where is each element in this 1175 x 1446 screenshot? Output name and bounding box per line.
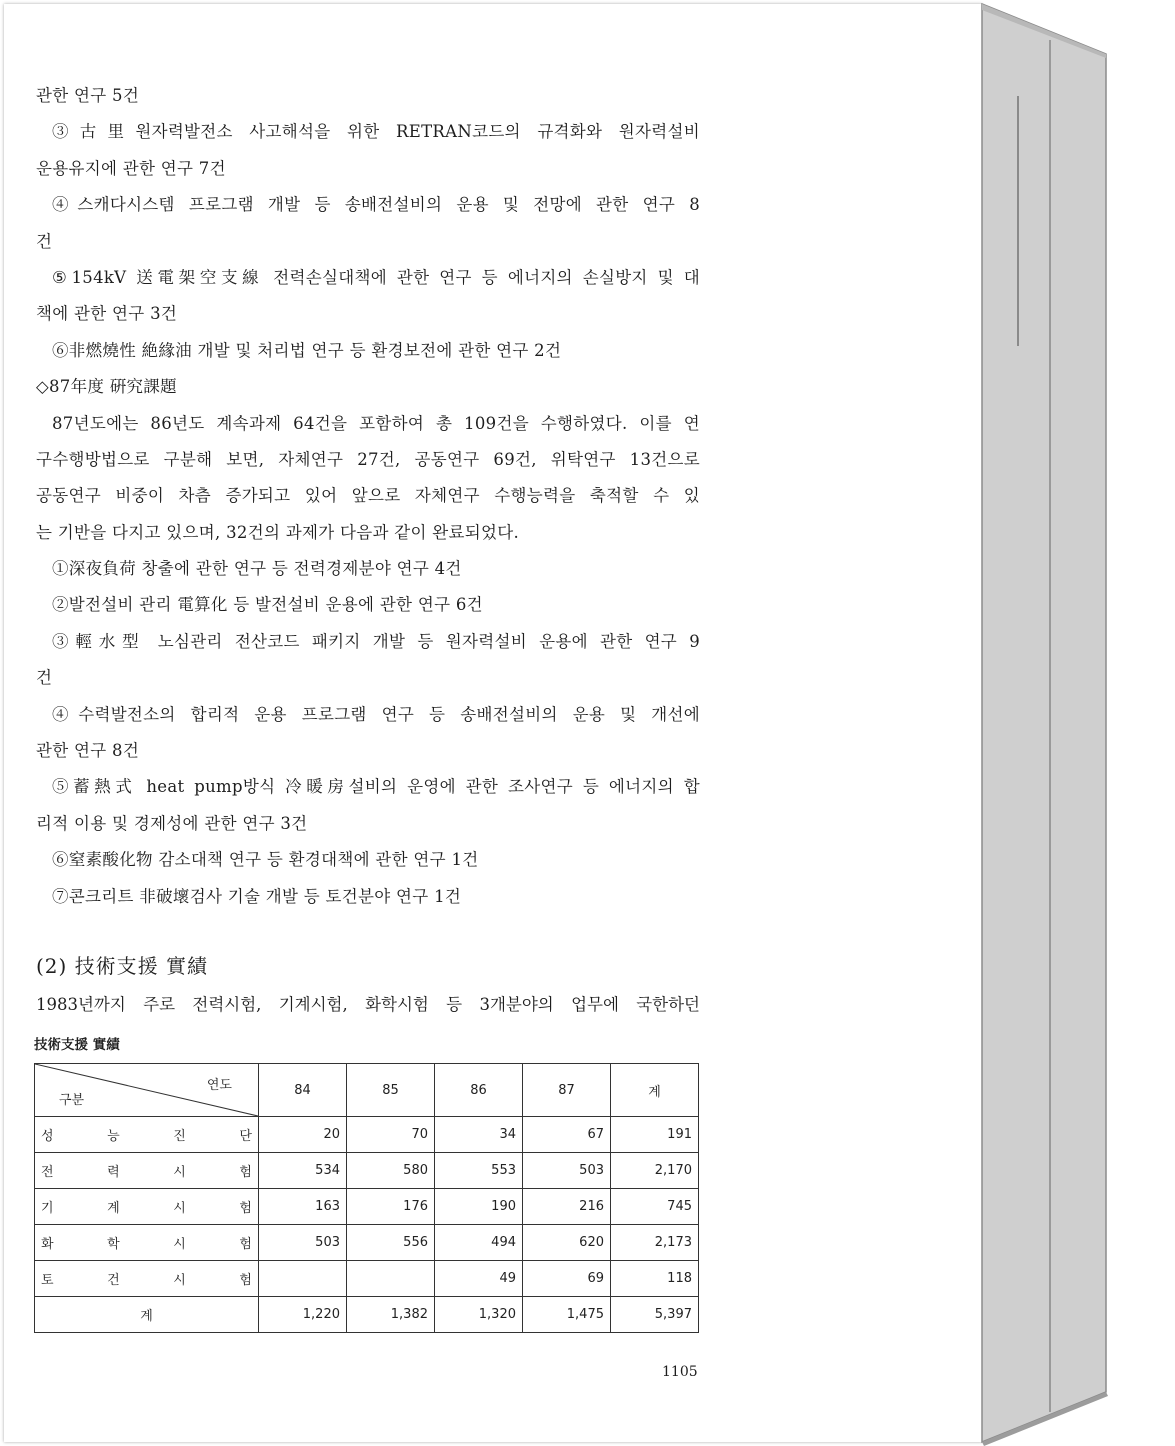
row-label-char: 력 [107,1165,120,1180]
table-cell: 534 [259,1153,347,1189]
table-row [35,1261,699,1297]
page-number: 1105 [662,1364,698,1380]
table-cell: 2,173 [611,1225,699,1261]
row-label [35,1153,259,1189]
text-line: ⑦콘크리트 非破壞검사 기술 개발 등 토건분야 연구 1건 [52,886,462,906]
row-label-char: 전 [41,1165,54,1180]
text-line: ⑥非燃燒性 絶緣油 개발 및 처리법 연구 등 환경보전에 관한 연구 2건 [52,340,562,360]
table-caption: 技術支援 實績 [34,1037,120,1053]
text-line: 관한 연구 8건 [36,741,140,761]
table-corner-cell [35,1064,259,1117]
table-cell: 580 [347,1153,435,1189]
text-line: ①深夜負荷 창출에 관한 연구 등 전력경제분야 연구 4건 [52,559,462,579]
text-line: ⑤蓄熱式 heat pump방식 冷暖房설비의 운영에 관한 조사연구 등 에너지의 합 [52,777,700,797]
table-row [35,1153,699,1189]
subheading: ◇87年度 硏究課題 [36,377,177,397]
total-cell: 1,475 [523,1297,611,1333]
row-label-char: 험 [239,1201,252,1216]
text-line: ⑤154kV 送電架空支線 전력손실대책에 관한 연구 등 에너지의 손실방지 및 대 [52,267,700,287]
tech-support-table [34,1063,699,1333]
total-cell: 1,382 [347,1297,435,1333]
text-line: 책에 관한 연구 3건 [36,304,178,324]
table-cell: 69 [523,1261,611,1297]
row-label-char: 진 [173,1129,186,1144]
row-label [35,1117,259,1153]
table-cell: 2,170 [611,1153,699,1189]
row-label-char: 시 [173,1165,186,1180]
table-cell: 67 [523,1117,611,1153]
text-line: 리적 이용 및 경제성에 관한 연구 3건 [36,813,308,833]
table-row [35,1225,699,1261]
text-line: ③古里원자력발전소 사고해석을 위한 RETRAN코드의 규격화와 원자력설비 [52,122,700,142]
column-header: 87 [523,1064,611,1117]
row-label [35,1261,259,1297]
column-header: 86 [435,1064,523,1117]
row-label-char: 계 [107,1201,120,1216]
row-label-char: 험 [239,1237,252,1252]
text-line: 운용유지에 관한 연구 7건 [36,158,226,178]
body-text [36,78,700,915]
text-line: 관한 연구 5건 [36,86,140,105]
table-cell: 620 [523,1225,611,1261]
table-cell: 70 [347,1117,435,1153]
table-row [35,1117,699,1153]
table-cell: 556 [347,1225,435,1261]
table-cell: 20 [259,1117,347,1153]
table-cell: 49 [435,1261,523,1297]
section-title: (2) 技術支援 實績 [36,954,209,978]
total-label: 계 [35,1297,259,1333]
row-label-char: 시 [173,1237,186,1252]
row-label [35,1189,259,1225]
table-cell: 190 [435,1189,523,1225]
column-header: 85 [347,1064,435,1117]
row-label-char: 화 [41,1237,54,1252]
table-total-row [35,1297,699,1333]
text-line: 건 [36,668,53,688]
row-label-char: 기 [41,1201,54,1216]
text-line: 87년도에는 86년도 계속과제 64건을 포함하여 총 109건을 수행하였다. 이를 연 [52,413,700,433]
table-cell: 191 [611,1117,699,1153]
corner-year-label: 연도 [206,1078,232,1093]
table-row [35,1189,699,1225]
row-label-char: 토 [41,1273,54,1288]
text-line: 는 기반을 다지고 있으며, 32건의 과제가 다음과 같이 완료되었다. [36,522,520,542]
total-cell: 5,397 [611,1297,699,1333]
table-cell: 745 [611,1189,699,1225]
text-line: ④수력발전소의 합리적 운용 프로그램 연구 등 송배전설비의 운용 및 개선에 [52,704,700,724]
section-body-text: 1983년까지 주로 전력시험, 기계시험, 화학시험 등 3개분야의 업무에 국한하던 [36,995,700,1014]
text-line: 건 [36,231,53,251]
row-label-char: 학 [107,1237,120,1252]
table-cell [259,1261,347,1297]
table-cell: 118 [611,1261,699,1297]
text-line: ③輕水型 노심관리 전산코드 패키지 개발 등 원자력설비 운용에 관한 연구 9 [52,631,700,651]
table-cell: 176 [347,1189,435,1225]
text-line: ②발전설비 관리 電算化 등 발전설비 운용에 관한 연구 6건 [52,595,483,615]
table-cell: 494 [435,1225,523,1261]
total-cell: 1,320 [435,1297,523,1333]
row-label-char: 능 [107,1129,120,1144]
row-label-char: 단 [239,1129,252,1144]
table-cell: 163 [259,1189,347,1225]
corner-category-label: 구분 [59,1093,85,1108]
table-cell: 503 [523,1153,611,1189]
column-header: 84 [259,1064,347,1117]
row-label-char: 성 [41,1129,54,1144]
text-line: 공동연구 비중이 차츰 증가되고 있어 앞으로 자체연구 수행능력을 축적할 수 있 [36,486,700,506]
table-cell: 553 [435,1153,523,1189]
text-line: ④스캐다시스템 프로그램 개발 등 송배전설비의 운용 및 전망에 관한 연구 8 [52,195,700,215]
table-header-row [35,1064,699,1117]
row-label-char: 험 [239,1165,252,1180]
table-cell: 216 [523,1189,611,1225]
table-cell: 503 [259,1225,347,1261]
column-header: 계 [611,1064,699,1117]
row-label-char: 험 [239,1273,252,1288]
table-cell: 34 [435,1117,523,1153]
row-label [35,1225,259,1261]
total-cell: 1,220 [259,1297,347,1333]
row-label-char: 건 [107,1273,120,1288]
text-line: 구수행방법으로 구분해 보면, 자체연구 27건, 공동연구 69건, 위탁연구 13건으로 [36,449,700,469]
row-label-char: 시 [173,1201,186,1216]
table-cell [347,1261,435,1297]
text-line: ⑥窒素酸化物 감소대책 연구 등 환경대책에 관한 연구 1건 [52,850,479,870]
row-label-char: 시 [173,1273,186,1288]
